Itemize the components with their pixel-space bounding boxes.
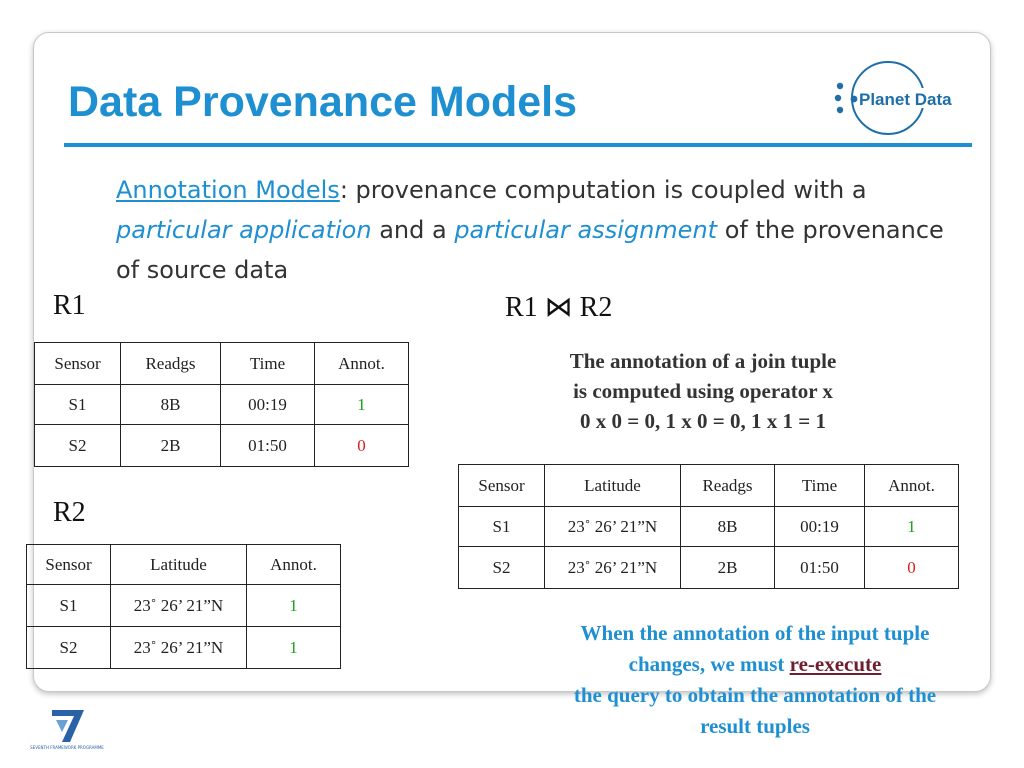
reexecute-note-line1: When the annotation of the input tuple [580,621,930,645]
annotation-models-link[interactable]: Annotation Models [116,176,340,204]
fp7-text: SEVENTH FRAMEWORK PROGRAMME [30,745,104,750]
join-cell: 23˚ 26’ 21”N [545,547,681,589]
body-part1: : provenance computation is coupled with a [339,176,867,204]
title-divider [64,143,972,147]
r1-header-time: Time [221,343,315,385]
r1-annot-cell: 0 [315,425,409,467]
r1-table [34,342,409,467]
reexecute-note-line2 [510,649,1000,680]
body-emphasis-application: particular application [116,216,372,244]
body-part3: of the provenance of source data [116,216,944,284]
join-cell: 00:19 [775,507,865,547]
r1-cell: S1 [35,385,121,425]
r1-cell: 01:50 [221,425,315,467]
r1-cell: 00:19 [221,385,315,425]
r2-annot-cell: 1 [247,585,341,627]
r1-annot-cell: 1 [315,385,409,425]
join-annot-cell: 0 [865,547,959,589]
join-note-line2: is computed using operator x [573,379,833,403]
join-cell: S1 [459,507,545,547]
table-row [35,385,409,425]
r2-cell: 23˚ 26’ 21”N [111,627,247,669]
r2-header-latitude: Latitude [111,545,247,585]
join-header-sensor: Sensor [459,465,545,507]
join-header-row [459,465,959,507]
fp7-logo [30,706,104,756]
r1-header-row [35,343,409,385]
join-label: R1 ⋈ R2 [505,292,613,323]
r2-header-row [27,545,341,585]
table-row [27,627,341,669]
join-annot-cell: 1 [865,507,959,547]
r1-cell: 2B [121,425,221,467]
join-header-time: Time [775,465,865,507]
join-header-annot: Annot. [865,465,959,507]
r2-table [26,544,341,669]
join-header-readgs: Readgs [681,465,775,507]
r2-cell: S1 [27,585,111,627]
r2-header-annot: Annot. [247,545,341,585]
r1-header-annot: Annot. [315,343,409,385]
reexecute-note-line4: result tuples [700,714,810,738]
join-cell: 8B [681,507,775,547]
r2-annot-cell: 1 [247,627,341,669]
r1-cell: S2 [35,425,121,467]
planet-data-logo [832,56,978,140]
r2-cell: S2 [27,627,111,669]
r2-label: R2 [53,497,86,528]
r1-cell: 8B [121,385,221,425]
r2-header-sensor: Sensor [27,545,111,585]
join-note [498,346,908,436]
join-note-line3: 0 x 0 = 0, 1 x 0 = 0, 1 x 1 = 1 [580,409,826,433]
body-emphasis-assignment: particular assignment [454,216,718,244]
join-cell: S2 [459,547,545,589]
table-row [27,585,341,627]
reexecute-link[interactable]: re-execute [789,652,882,676]
reexecute-note-line3: the query to obtain the annotation of the [573,683,937,707]
body-part2: and a [371,216,455,244]
r2-cell: 23˚ 26’ 21”N [111,585,247,627]
reexecute-note-line2-text: changes, we must [628,652,790,676]
join-cell: 23˚ 26’ 21”N [545,507,681,547]
logo-text: Planet Data [859,90,952,109]
table-row [459,507,959,547]
join-header-latitude: Latitude [545,465,681,507]
join-note-line1: The annotation of a join tuple [569,349,837,373]
body-paragraph [116,170,966,290]
join-table [458,464,959,589]
r1-header-readgs: Readgs [121,343,221,385]
table-row [35,425,409,467]
reexecute-note [510,618,1000,742]
join-cell: 01:50 [775,547,865,589]
r1-label: R1 [53,290,86,321]
join-cell: 2B [681,547,775,589]
slide-title: Data Provenance Models [68,78,578,126]
r1-header-sensor: Sensor [35,343,121,385]
table-row [459,547,959,589]
